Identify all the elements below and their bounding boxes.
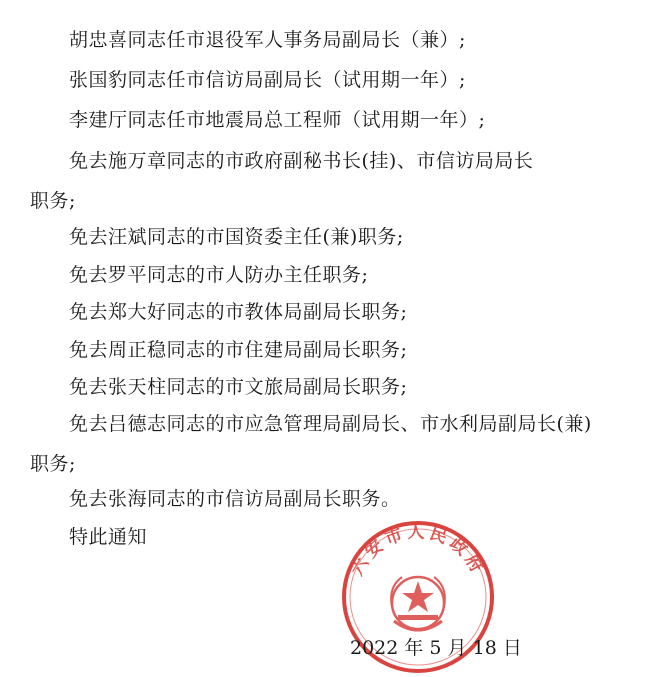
svg-text:六安市人民政府: 六安市人民政府 [347, 522, 489, 580]
dismissal-line: 免去张海同志的市信访局副局长职务。 [69, 488, 401, 510]
dismissal-line: 免去张天柱同志的市文旅局副局长职务; [69, 376, 408, 398]
dismissal-line: 免去罗平同志的市人防办主任职务; [69, 264, 369, 286]
appointment-line: 张国豹同志任市信访局副局长（试用期一年）; [69, 69, 466, 91]
document-date: 2022 年 5 月 18 日 [350, 637, 522, 659]
appointment-line: 胡忠喜同志任市退役军人事务局副局长（兼）; [69, 29, 466, 51]
dismissal-line-continuation: 职务; [30, 453, 76, 475]
dismissal-line: 免去施万章同志的市政府副秘书长(挂)、市信访局局长 [69, 150, 534, 172]
dismissal-line: 免去汪斌同志的市国资委主任(兼)职务; [69, 226, 404, 248]
appointment-line: 李建厅同志任市地震局总工程师（试用期一年）; [69, 109, 486, 131]
dismissal-line: 免去周正稳同志的市住建局副局长职务; [69, 339, 408, 361]
dismissal-line: 免去吕德志同志的市应急管理局副局长、市水利局副局长(兼) [69, 413, 592, 435]
closing-line: 特此通知 [69, 526, 148, 548]
dismissal-line: 免去郑大好同志的市教体局副局长职务; [69, 301, 408, 323]
dismissal-line-continuation: 职务; [30, 190, 76, 212]
